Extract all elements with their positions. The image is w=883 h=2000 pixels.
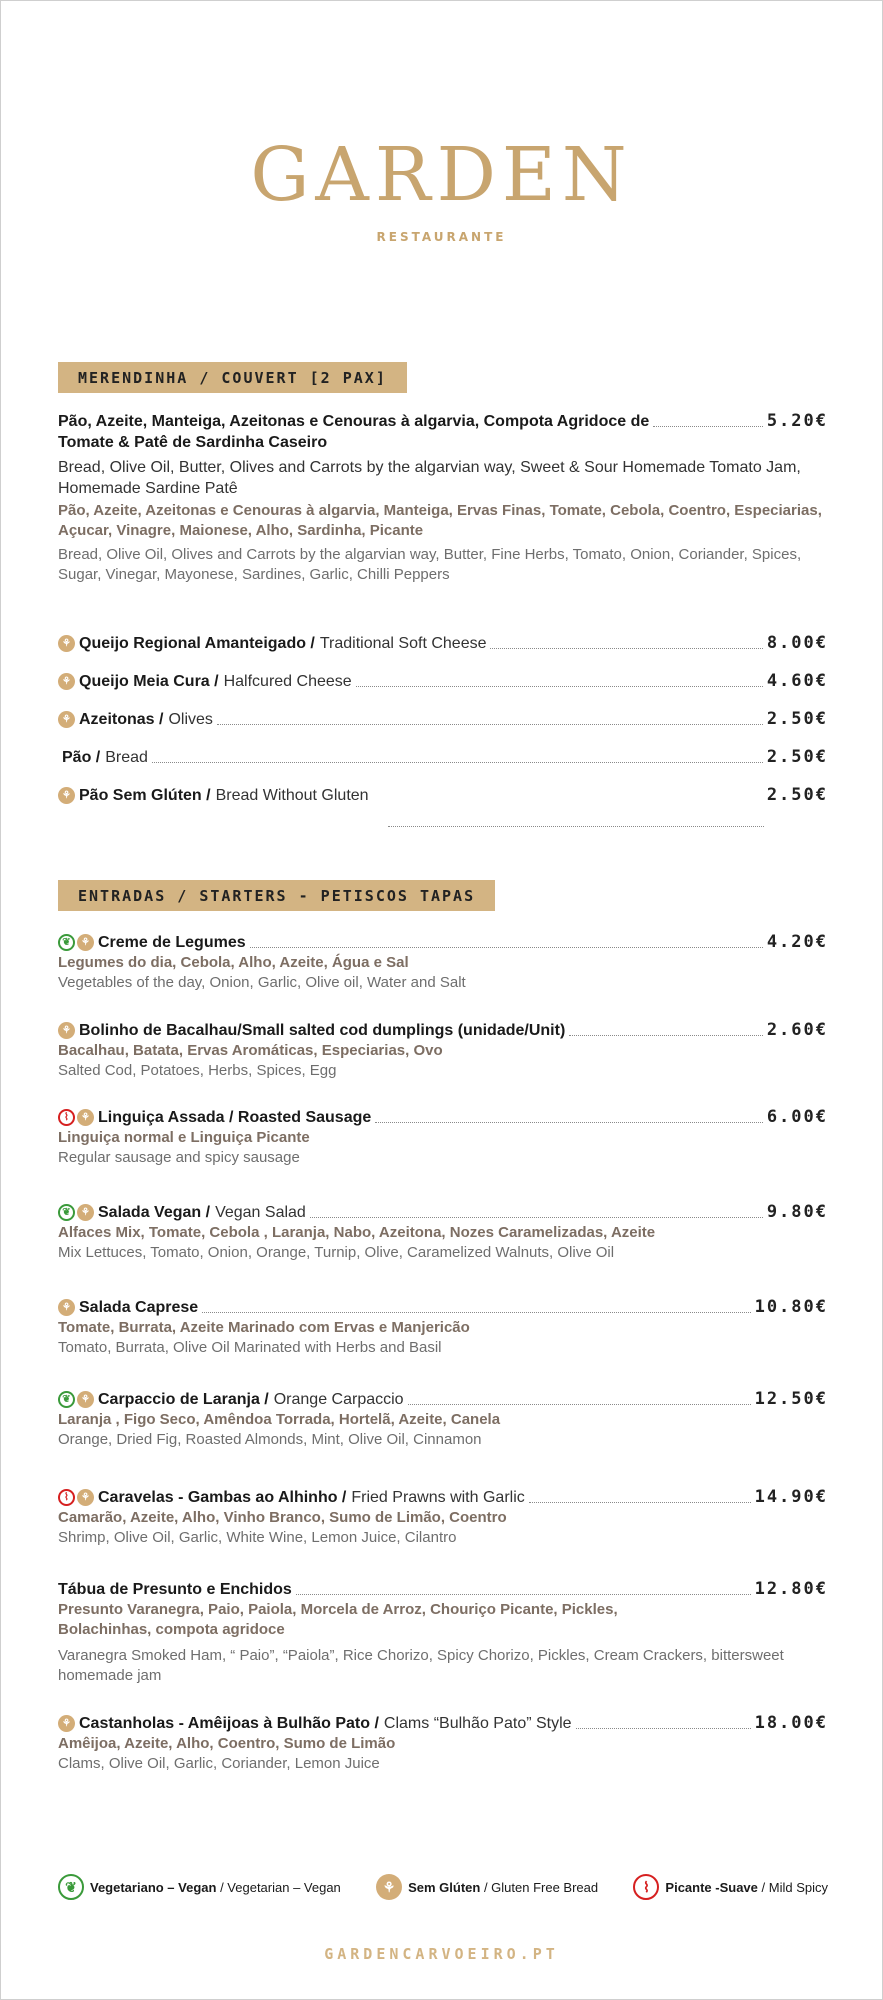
list-item [58,1579,828,1713]
item-name: Salada Caprese [79,1299,199,1316]
legend-spicy-en: Mild Spicy [768,1879,828,1895]
vegan-leaf-icon: ❦ [58,1874,84,1900]
dot-leader [375,1122,763,1123]
dot-leader [250,947,763,948]
menu-item-row [58,932,828,953]
item-ingredients-en: Clams, Olive Oil, Garlic, Coriander, Lemon Juice [58,1755,380,1772]
item-price: 9.80€ [766,1202,828,1222]
item-name-en: Clams “Bulhão Pato” Style [383,1715,572,1732]
list-item [58,671,828,709]
item-price: 8.00€ [766,633,828,653]
legend [58,1874,828,1900]
item-name-en: Vegan Salad [215,1204,306,1221]
list-item [58,747,828,785]
legend-gluten-en: Gluten Free Bread [491,1879,599,1895]
item-name: Castanholas - Amêijoas à Bulhão Pato / [79,1715,379,1732]
item-name-en: Traditional Soft Cheese [319,635,487,652]
item-price: 4.60€ [766,671,828,691]
dietary-icons [58,1109,94,1126]
item-name: Carpaccio de Laranja / [98,1391,269,1408]
item-name-en: Orange Carpaccio [273,1391,404,1408]
list-item [58,633,828,671]
item-name: Queijo Regional Amanteigado / [79,635,315,652]
brand-subtitle: RESTAURANTE [376,230,507,244]
wheat-icon: ⚘ [77,1204,94,1221]
item-ingredients-en: Varanegra Smoked Ham, “ Paio”, “Paiola”, Rice Chorizo, Spicy Chorizo, Pickles, Cream Crackers, bittersweet homemade jam [58,1647,784,1684]
item-price: 18.00€ [754,1713,828,1733]
dot-leader [356,686,763,687]
item-ingredients-en: Vegetables of the day, Onion, Garlic, Olive oil, Water and Salt [58,974,466,991]
couvert-ingredients-pt: Pão, Azeite, Azeitonas e Cenouras à algarvia, Manteiga, Ervas Finas, Tomate, Cebola, Coentro, Especiarias, Açucar, Vinagre, Maionese, Alho, Sardinha, Picante [58,502,822,539]
starters-items [58,932,828,1803]
item-ingredients-pt: Tomate, Burrata, Azeite Marinado com Ervas e Manjericão [58,1319,470,1336]
dot-leader [529,1502,751,1503]
dietary-icons [58,673,75,690]
list-item [58,1202,828,1297]
legend-gluten-label: Sem Glúten [408,1879,481,1895]
legend-spicy-label: Picante -Suave [665,1879,758,1895]
menu-item-row [58,1202,828,1223]
couvert-main-name: Pão, Azeite, Manteiga, Azeitonas e Cenouras à algarvia, Compota Agridoce de [58,413,650,430]
menu-item-row [58,1389,828,1410]
dot-leader [653,426,763,427]
item-name: Tábua de Presunto e Enchidos [58,1581,292,1598]
list-item [58,932,828,1020]
menu-item-row [58,1713,828,1734]
legend-gluten [376,1874,598,1900]
list-item [58,1389,828,1487]
dot-leader [310,1217,763,1218]
dietary-icons [58,711,75,728]
item-name-en: Olives [168,711,213,728]
logo [0,132,883,244]
item-price: 2.50€ [766,747,828,767]
item-name: Pão / [62,749,101,766]
item-ingredients-pt: Bacalhau, Batata, Ervas Aromáticas, Especiarias, Ovo [58,1042,443,1059]
footer-website[interactable]: GARDENCARVOEIRO.PT [324,1945,559,1963]
wheat-icon: ⚘ [58,787,75,804]
item-ingredients-en: Shrimp, Olive Oil, Garlic, White Wine, Lemon Juice, Cilantro [58,1529,457,1546]
dot-leader [569,1035,763,1036]
menu-item-row [58,747,828,768]
menu-item-row [58,1579,828,1600]
item-ingredients-pt: Legumes do dia, Cebola, Alho, Azeite, Água e Sal [58,954,409,971]
item-name-en: Halfcured Cheese [223,673,352,690]
dot-leader [408,1404,751,1405]
vegan-leaf-icon: ❦ [58,1204,75,1221]
wheat-icon: ⚘ [77,1489,94,1506]
item-ingredients-pt: Linguiça normal e Linguiça Picante [58,1129,310,1146]
legend-vegan-label: Vegetariano – Vegan [90,1879,217,1895]
item-ingredients-en: Orange, Dried Fig, Roasted Almonds, Mint, Olive Oil, Cinnamon [58,1431,482,1448]
chili-icon: ⌇ [58,1109,75,1126]
wheat-icon: ⚘ [58,673,75,690]
item-price: 14.90€ [754,1487,828,1507]
dot-leader [296,1594,751,1595]
couvert-ingredients-en: Bread, Olive Oil, Olives and Carrots by the algarvian way, Butter, Fine Herbs, Tomato, Onion, Coriander, Spices, Sugar, Vinegar, Mayonese, Sardines, Garlic, Chilli Peppers [58,546,802,583]
dietary-icons [58,1299,75,1316]
section-header-starters: ENTRADAS / STARTERS - PETISCOS TAPAS [58,880,495,911]
menu-item-row [58,1297,828,1318]
wheat-icon: ⚘ [58,711,75,728]
item-price: 12.80€ [754,1579,828,1599]
menu-item-row [58,633,828,654]
chili-icon: ⌇ [58,1489,75,1506]
wheat-icon: ⚘ [77,934,94,951]
item-ingredients-en: Regular sausage and spicy sausage [58,1149,300,1166]
menu-item-row [58,1107,828,1128]
item-name: Pão Sem Glúten / [79,787,211,804]
couvert-main [58,411,828,585]
item-ingredients-pt: Camarão, Azeite, Alho, Vinho Branco, Sumo de Limão, Coentro [58,1509,507,1526]
legend-vegan-en: Vegetarian – Vegan [227,1879,341,1895]
item-name: Caravelas - Gambas ao Alhinho / [98,1489,347,1506]
list-item [58,1020,828,1107]
legend-sep: / [480,1879,492,1895]
item-price: 12.50€ [754,1389,828,1409]
item-ingredients-pt: Presunto Varanegra, Paio, Paiola, Morcela de Arroz, Chouriço Picante, Pickles, Bolachinhas, compota agridoce [58,1601,618,1638]
list-item [58,1713,828,1803]
dot-leader [490,648,762,649]
couvert-items [58,633,828,823]
item-price: 6.00€ [766,1107,828,1127]
list-item [58,1297,828,1389]
dot-leader [152,762,763,763]
legend-vegan [58,1874,341,1900]
item-ingredients-en: Mix Lettuces, Tomato, Onion, Orange, Turnip, Olive, Caramelized Walnuts, Olive Oil [58,1244,615,1261]
item-ingredients-pt: Laranja , Figo Seco, Amêndoa Torrada, Hortelã, Azeite, Canela [58,1411,501,1428]
wheat-icon: ⚘ [376,1874,402,1900]
item-name: Creme de Legumes [98,934,246,951]
item-ingredients-pt: Amêijoa, Azeite, Alho, Coentro, Sumo de Limão [58,1735,396,1752]
dietary-icons [58,1391,94,1408]
menu-item-row [58,1020,828,1041]
legend-sep: / [757,1879,769,1895]
item-ingredients-en: Salted Cod, Potatoes, Herbs, Spices, Egg [58,1062,337,1079]
wheat-icon: ⚘ [58,1022,75,1039]
menu-item-row [58,709,828,730]
item-name-en: Bread Without Gluten [215,787,369,804]
dot-leader [388,826,764,827]
menu-item-row [58,671,828,692]
legend-sep: / [216,1879,228,1895]
wheat-icon: ⚘ [58,1715,75,1732]
item-price: 4.20€ [766,932,828,952]
list-item [58,709,828,747]
couvert-main-price: 5.20€ [766,411,828,431]
wheat-icon: ⚘ [77,1391,94,1408]
vegan-leaf-icon: ❦ [58,1391,75,1408]
dietary-icons [58,787,75,804]
item-name: Linguiça Assada / Roasted Sausage [98,1109,372,1126]
couvert-main-en: Bread, Olive Oil, Butter, Olives and Carrots by the algarvian way, Sweet & Sour Homemade Tomato Jam, Homemade Sardine Patê [58,459,801,497]
dietary-icons [58,1489,94,1506]
item-ingredients-pt: Alfaces Mix, Tomate, Cebola , Laranja, Nabo, Azeitona, Nozes Caramelizadas, Azeite [58,1224,656,1241]
item-price: 2.50€ [766,785,828,805]
item-price: 2.50€ [766,709,828,729]
item-price: 10.80€ [754,1297,828,1317]
item-name-en: Fried Prawns with Garlic [351,1489,525,1506]
legend-spicy [633,1874,828,1900]
item-name: Azeitonas / [79,711,164,728]
brand-name: GARDEN [250,132,633,218]
dietary-icons [58,1204,94,1221]
chili-icon: ⌇ [633,1874,659,1900]
menu-item-row [58,785,828,806]
dietary-icons [58,1715,75,1732]
item-ingredients-en: Tomato, Burrata, Olive Oil Marinated with Herbs and Basil [58,1339,442,1356]
wheat-icon: ⚘ [58,635,75,652]
dot-leader [217,724,763,725]
dot-leader [576,1728,751,1729]
item-name: Queijo Meia Cura / [79,673,219,690]
list-item [58,785,828,823]
dietary-icons [58,934,94,951]
list-item [58,1487,828,1579]
wheat-icon: ⚘ [58,1299,75,1316]
list-item [58,1107,828,1202]
dot-leader [202,1312,750,1313]
wheat-icon: ⚘ [77,1109,94,1126]
item-name: Bolinho de Bacalhau/Small salted cod dumplings (unidade/Unit) [79,1022,566,1039]
item-name-en: Bread [105,749,148,766]
dietary-icons [58,1022,75,1039]
dietary-icons [58,635,75,652]
vegan-leaf-icon: ❦ [58,934,75,951]
item-price: 2.60€ [766,1020,828,1040]
section-header-couvert: MERENDINHA / COUVERT [2 PAX] [58,362,407,393]
menu-item-row [58,1487,828,1508]
couvert-main-name-cont: Tomate & Patê de Sardinha Caseiro [58,434,328,451]
item-name: Salada Vegan / [98,1204,211,1221]
